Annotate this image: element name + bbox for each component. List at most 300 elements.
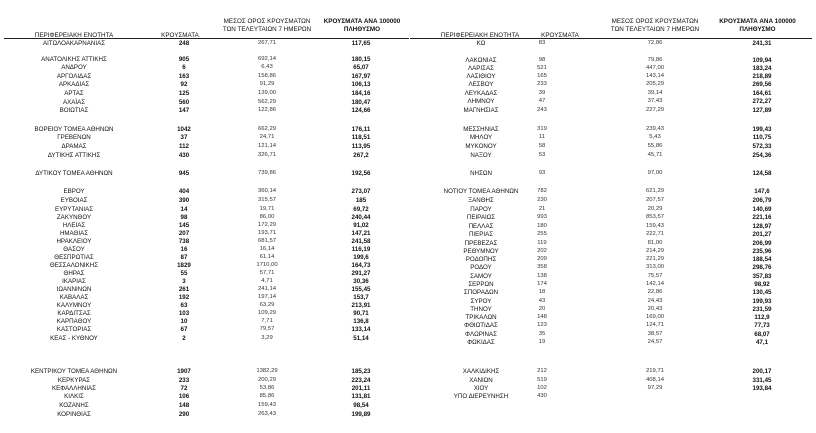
right-cell-per: 77,73 bbox=[754, 322, 770, 329]
right-cell-cases: 93 bbox=[538, 170, 546, 176]
right-cell-per: 128,97 bbox=[752, 223, 772, 230]
left-cell-per: 136,8 bbox=[353, 318, 369, 325]
left-cell-name: ΑΡΤΑΣ bbox=[64, 90, 84, 97]
right-cell-per: 201,27 bbox=[752, 231, 772, 238]
right-cell-name: ΝΗΣΩΝ bbox=[470, 170, 492, 177]
left-cell-avg: 739,86 bbox=[257, 170, 277, 176]
right-cell-per: 188,54 bbox=[752, 256, 772, 263]
left-cell-per: 106,13 bbox=[351, 81, 371, 88]
right-cell-cases: 209 bbox=[537, 256, 547, 262]
left-cell-name: ΔΥΤΙΚΗΣ ΑΤΤΙΚΗΣ bbox=[47, 152, 101, 159]
left-cell-avg: 19,71 bbox=[259, 206, 275, 212]
left-cell-per: 91,02 bbox=[353, 222, 369, 229]
right-cell-name: ΚΩ bbox=[476, 40, 486, 47]
left-cell-cases: 905 bbox=[178, 56, 190, 63]
right-cell-name: ΦΘΙΩΤΙΔΑΣ bbox=[464, 322, 498, 329]
left-cell-avg: 3,29 bbox=[261, 335, 273, 341]
right-cell-name: ΠΙΕΡΙΑΣ bbox=[468, 231, 494, 238]
left-cell-avg: 193,71 bbox=[257, 230, 277, 236]
left-cell-per: 184,16 bbox=[351, 90, 371, 97]
right-cell-avg: 5,43 bbox=[649, 134, 661, 140]
right-cell-avg: 55,86 bbox=[647, 143, 663, 149]
left-cell-cases: 67 bbox=[180, 326, 188, 333]
left-cell-cases: 233 bbox=[178, 377, 190, 384]
left-cell-cases: 1829 bbox=[177, 262, 191, 269]
right-cell-cases: 782 bbox=[537, 188, 547, 194]
right-cell-per: 124,58 bbox=[752, 170, 772, 177]
left-cell-avg: 53,86 bbox=[259, 385, 275, 391]
left-cell-cases: 248 bbox=[178, 40, 190, 47]
right-header-cases: ΚΡΟΥΣΜΑΤΑ bbox=[541, 32, 579, 39]
right-cell-name: ΧΑΝΙΩΝ bbox=[469, 377, 493, 384]
right-cell-name: ΡΟΔΟΥ bbox=[470, 264, 492, 271]
left-cell-per: 153,7 bbox=[353, 294, 369, 301]
right-cell-name: ΣΕΡΡΩΝ bbox=[468, 281, 494, 288]
left-cell-per: 199,89 bbox=[351, 411, 371, 418]
left-cell-avg: 79,57 bbox=[259, 326, 275, 332]
left-cell-avg: 172,29 bbox=[257, 222, 277, 228]
right-cell-cases: 18 bbox=[538, 289, 546, 295]
left-cell-per: 164,73 bbox=[351, 262, 371, 269]
left-cell-cases: 112 bbox=[179, 143, 189, 150]
right-cell-cases: 233 bbox=[537, 81, 547, 87]
right-cell-cases: 358 bbox=[537, 264, 547, 270]
left-cell-per: 98,54 bbox=[353, 402, 369, 409]
right-header-avg-1: ΜΕΣΟΣ ΟΡΟΣ ΚΡΟΥΣΜΑΤΩΝ bbox=[611, 18, 699, 25]
right-cell-per: 331,45 bbox=[752, 377, 772, 384]
left-cell-cases: 6 bbox=[182, 64, 186, 71]
left-cell-avg: 315,57 bbox=[257, 197, 277, 203]
right-cell-avg: 22,86 bbox=[647, 289, 663, 295]
right-cell-cases: 83 bbox=[538, 40, 546, 46]
left-header-per-1: ΚΡΟΥΣΜΑΤΑ ΑΝΑ 100000 bbox=[323, 18, 401, 25]
left-cell-cases: 55 bbox=[180, 270, 188, 277]
right-cell-per: 200,17 bbox=[752, 368, 772, 375]
left-header-avg-2: ΤΩΝ ΤΕΛΕΥΤΑΙΩΝ 7 ΗΜΕΡΩΝ bbox=[222, 26, 312, 33]
left-cell-name: ΕΥΡΥΤΑΝΙΑΣ bbox=[54, 206, 94, 213]
right-cell-cases: 119 bbox=[537, 240, 547, 246]
right-cell-name: ΛΑΚΩΝΙΑΣ bbox=[465, 57, 497, 64]
left-cell-avg: 109,29 bbox=[257, 310, 277, 316]
left-cell-avg: 263,43 bbox=[257, 411, 277, 417]
right-cell-cases: 20 bbox=[538, 306, 546, 312]
left-cell-cases: 98 bbox=[180, 214, 188, 221]
left-cell-per: 90,71 bbox=[353, 310, 369, 317]
left-cell-per: 116,19 bbox=[351, 246, 371, 253]
left-cell-name: ΓΡΕΒΕΝΩΝ bbox=[57, 134, 91, 141]
right-cell-avg: 227,29 bbox=[645, 107, 665, 113]
right-cell-per: 140,69 bbox=[752, 206, 772, 213]
right-cell-per: 164,61 bbox=[752, 90, 772, 97]
right-cell-avg: 313,00 bbox=[645, 264, 665, 270]
right-cell-avg: 124,71 bbox=[645, 322, 665, 328]
left-cell-avg: 85,86 bbox=[259, 393, 275, 399]
left-cell-avg: 121,14 bbox=[257, 143, 277, 149]
left-cell-name: ΚΙΛΚΙΣ bbox=[64, 393, 84, 400]
right-cell-per: 206,99 bbox=[752, 240, 772, 247]
right-cell-avg: 97,00 bbox=[647, 170, 663, 176]
left-cell-avg: 61,14 bbox=[259, 254, 275, 260]
right-cell-avg: 221,29 bbox=[645, 256, 665, 262]
right-cell-per: 68,07 bbox=[754, 331, 770, 338]
left-cell-name: ΚΑΡΠΑΘΟΥ bbox=[56, 318, 92, 325]
right-cell-cases: 174 bbox=[537, 281, 547, 287]
right-cell-per: 298,76 bbox=[752, 264, 772, 271]
right-cell-per: 98,92 bbox=[754, 281, 770, 288]
right-cell-avg: 222,71 bbox=[645, 231, 665, 237]
left-header-region: ΠΕΡΙΦΕΡΕΙΑΚΗ ΕΝΟΤΗΤΑ bbox=[34, 32, 114, 39]
left-cell-cases: 390 bbox=[178, 197, 190, 204]
right-cell-cases: 43 bbox=[538, 298, 546, 304]
right-header-avg-2: ΤΩΝ ΤΕΛΕΥΤΑΙΩΝ 7 ΗΜΕΡΩΝ bbox=[610, 26, 700, 33]
right-cell-cases: 255 bbox=[537, 231, 547, 237]
left-cell-name: ΑΧΑΪΑΣ bbox=[62, 99, 86, 106]
right-cell-avg: 24,43 bbox=[647, 298, 663, 304]
left-cell-avg: 57,71 bbox=[259, 270, 275, 276]
right-cell-cases: 123 bbox=[537, 322, 547, 328]
left-cell-cases: 87 bbox=[180, 254, 188, 261]
left-cell-avg: 63,29 bbox=[259, 302, 275, 308]
right-cell-per: 231,59 bbox=[752, 306, 772, 313]
left-cell-avg: 159,43 bbox=[257, 402, 277, 408]
right-cell-name: ΝΟΤΙΟΥ ΤΟΜΕΑ ΑΘΗΝΩΝ bbox=[443, 188, 519, 195]
left-cell-name: ΘΑΣΟΥ bbox=[63, 246, 85, 253]
left-cell-per: 113,95 bbox=[351, 143, 371, 150]
right-cell-name: ΛΕΥΚΑΔΑΣ bbox=[464, 90, 498, 97]
left-cell-name: ΔΡΑΜΑΣ bbox=[61, 143, 87, 150]
left-cell-avg: 197,14 bbox=[257, 294, 277, 300]
right-cell-avg: 39,14 bbox=[647, 90, 663, 96]
right-cell-name: ΛΕΣΒΟΥ bbox=[468, 81, 494, 88]
left-cell-per: 240,44 bbox=[351, 214, 371, 221]
left-cell-per: 199,6 bbox=[353, 254, 369, 261]
left-cell-name: ΘΗΡΑΣ bbox=[63, 270, 85, 277]
right-cell-cases: 430 bbox=[537, 393, 547, 399]
right-cell-per: 241,31 bbox=[752, 40, 772, 47]
left-cell-name: ΗΛΕΙΑΣ bbox=[62, 222, 86, 229]
right-cell-per: 206,79 bbox=[752, 197, 772, 204]
left-cell-cases: 738 bbox=[178, 238, 190, 245]
left-cell-cases: 163 bbox=[178, 73, 190, 80]
left-cell-per: 124,66 bbox=[351, 107, 371, 114]
left-cell-avg: 24,71 bbox=[259, 134, 275, 140]
left-cell-cases: 192 bbox=[178, 294, 190, 301]
left-cell-cases: 261 bbox=[178, 286, 190, 293]
right-cell-avg: 239,43 bbox=[645, 126, 665, 132]
right-cell-per: 193,84 bbox=[752, 385, 772, 392]
left-cell-per: 51,14 bbox=[353, 335, 369, 342]
right-cell-name: ΧΑΛΚΙΔΙΚΗΣ bbox=[462, 368, 500, 375]
right-cell-avg: 447,00 bbox=[645, 65, 665, 71]
left-cell-avg: 692,14 bbox=[257, 56, 277, 62]
left-cell-cases: 148 bbox=[178, 402, 190, 409]
right-cell-cases: 993 bbox=[537, 214, 547, 220]
left-cell-cases: 207 bbox=[178, 230, 190, 237]
right-cell-per: 183,24 bbox=[752, 65, 772, 72]
left-header-avg-1: ΜΕΣΟΣ ΟΡΟΣ ΚΡΟΥΣΜΑΤΩΝ bbox=[223, 18, 311, 25]
left-cell-per: 69,72 bbox=[353, 206, 369, 213]
right-cell-avg: 38,57 bbox=[647, 331, 663, 337]
left-cell-cases: 106 bbox=[178, 393, 190, 400]
right-cell-per: 218,89 bbox=[752, 73, 772, 80]
left-cell-cases: 2 bbox=[182, 335, 186, 342]
right-cell-cases: 165 bbox=[537, 73, 547, 79]
right-cell-avg: 97,29 bbox=[647, 385, 663, 391]
left-cell-cases: 10 bbox=[180, 318, 188, 325]
left-cell-per: 291,27 bbox=[351, 270, 371, 277]
left-cell-per: 241,58 bbox=[351, 238, 371, 245]
left-cell-name: ΑΙΤΩΛΟΑΚΑΡΝΑΝΙΑΣ bbox=[42, 40, 106, 47]
right-cell-name: ΤΡΙΚΑΛΩΝ bbox=[465, 314, 497, 321]
right-cell-cases: 11 bbox=[538, 134, 546, 140]
left-cell-cases: 145 bbox=[178, 222, 190, 229]
left-header-per-2: ΠΛΗΘΥΣΜΟ bbox=[343, 26, 381, 33]
right-cell-avg: 159,43 bbox=[645, 223, 665, 229]
left-cell-name: ΚΟΡΙΝΘΙΑΣ bbox=[57, 411, 91, 418]
right-cell-per: 357,83 bbox=[752, 273, 772, 280]
left-cell-name: ΚΑΣΤΟΡΙΑΣ bbox=[56, 326, 92, 333]
left-cell-cases: 92 bbox=[180, 81, 188, 88]
right-cell-per: 127,89 bbox=[752, 107, 772, 114]
right-cell-per: 109,94 bbox=[752, 57, 772, 64]
left-cell-name: ΚΑΡΔΙΤΣΑΣ bbox=[57, 310, 91, 317]
right-cell-per: 110,75 bbox=[752, 134, 772, 141]
right-cell-cases: 521 bbox=[537, 65, 547, 71]
right-cell-avg: 214,29 bbox=[645, 248, 665, 254]
right-cell-cases: 519 bbox=[537, 377, 547, 383]
right-cell-cases: 47 bbox=[538, 98, 546, 104]
left-cell-avg: 241,14 bbox=[257, 286, 277, 292]
right-cell-avg: 45,71 bbox=[647, 152, 663, 158]
left-cell-name: ΖΑΚΥΝΘΟΥ bbox=[56, 214, 92, 221]
right-cell-per: 221,16 bbox=[752, 214, 772, 221]
left-cell-avg: 681,57 bbox=[257, 238, 277, 244]
left-cell-per: 223,24 bbox=[351, 377, 371, 384]
left-cell-per: 192,56 bbox=[351, 170, 371, 177]
left-cell-per: 201,11 bbox=[351, 385, 371, 392]
left-cell-per: 133,14 bbox=[351, 326, 371, 333]
left-cell-name: ΔΥΤΙΚΟΥ ΤΟΜΕΑ ΑΘΗΝΩΝ bbox=[35, 170, 113, 177]
left-cell-per: 118,51 bbox=[351, 134, 371, 141]
right-cell-cases: 243 bbox=[537, 107, 547, 113]
right-cell-avg: 219,71 bbox=[645, 368, 665, 374]
left-cell-name: ΚΟΖΑΝΗΣ bbox=[59, 402, 89, 409]
right-cell-avg: 621,29 bbox=[645, 188, 665, 194]
left-cell-avg: 360,14 bbox=[257, 188, 277, 194]
right-cell-cases: 102 bbox=[537, 385, 547, 391]
right-cell-per: 130,45 bbox=[752, 289, 772, 296]
right-cell-avg: 79,86 bbox=[647, 57, 663, 63]
right-cell-per: 572,33 bbox=[752, 143, 772, 150]
right-cell-name: ΠΕΛΛΑΣ bbox=[468, 223, 494, 230]
right-cell-cases: 58 bbox=[538, 143, 546, 149]
left-cell-cases: 72 bbox=[180, 385, 188, 392]
right-cell-name: ΥΠΟ ΔΙΕΡΕΥΝΗΣΗ bbox=[453, 393, 509, 400]
right-cell-cases: 212 bbox=[537, 368, 547, 374]
left-cell-name: ΕΒΡΟΥ bbox=[63, 188, 85, 195]
left-cell-name: ΙΩΑΝΝΙΝΩΝ bbox=[56, 286, 92, 293]
left-cell-name: ΑΡΚΑΔΙΑΣ bbox=[58, 81, 90, 88]
left-cell-per: 147,21 bbox=[351, 230, 371, 237]
left-cell-avg: 1382,29 bbox=[256, 368, 278, 374]
left-cell-name: ΕΥΒΟΙΑΣ bbox=[60, 197, 88, 204]
right-header-per-1: ΚΡΟΥΣΜΑΤΑ ΑΝΑ 100000 bbox=[719, 18, 796, 25]
right-cell-name: ΣΑΜΟΥ bbox=[470, 273, 492, 280]
left-cell-per: 180,15 bbox=[351, 56, 371, 63]
right-cell-per: 47,1 bbox=[755, 339, 769, 346]
right-cell-per: 147,6 bbox=[754, 188, 770, 195]
right-cell-per: 272,27 bbox=[752, 98, 772, 105]
right-cell-avg: 72,86 bbox=[647, 40, 663, 46]
left-cell-avg: 6,43 bbox=[261, 64, 273, 70]
left-cell-per: 185,23 bbox=[351, 368, 371, 375]
left-cell-name: ΒΟΡΕΙΟΥ ΤΟΜΕΑ ΑΘΗΝΩΝ bbox=[34, 126, 114, 133]
right-cell-cases: 19 bbox=[538, 339, 546, 345]
left-cell-cases: 37 bbox=[180, 134, 188, 141]
left-cell-avg: 4,71 bbox=[261, 278, 273, 284]
left-cell-per: 176,11 bbox=[351, 126, 371, 133]
right-cell-name: ΠΡΕΒΕΖΑΣ bbox=[464, 240, 498, 247]
right-cell-name: ΜΑΓΝΗΣΙΑΣ bbox=[463, 107, 499, 114]
right-cell-avg: 853,57 bbox=[645, 214, 665, 220]
right-cell-name: ΠΑΡΟΥ bbox=[470, 206, 492, 213]
right-cell-cases: 202 bbox=[537, 248, 547, 254]
left-cell-avg: 158,86 bbox=[257, 73, 277, 79]
left-cell-cases: 125 bbox=[178, 90, 190, 97]
right-cell-avg: 81,00 bbox=[647, 240, 663, 246]
right-cell-name: ΤΗΝΟΥ bbox=[470, 306, 492, 313]
left-cell-per: 131,81 bbox=[351, 393, 371, 400]
right-cell-per: 112,9 bbox=[754, 314, 770, 321]
left-cell-cases: 430 bbox=[178, 152, 190, 159]
left-cell-avg: 267,71 bbox=[257, 40, 277, 46]
right-cell-name: ΦΩΚΙΔΑΣ bbox=[467, 339, 495, 346]
left-cell-name: ΗΜΑΘΙΑΣ bbox=[59, 230, 89, 237]
left-cell-name: ΑΡΓΟΛΙΔΑΣ bbox=[56, 73, 92, 80]
left-cell-cases: 290 bbox=[178, 411, 190, 418]
right-cell-avg: 24,57 bbox=[647, 339, 663, 345]
right-cell-per: 199,43 bbox=[752, 126, 772, 133]
left-cell-per: 30,36 bbox=[353, 278, 369, 285]
right-cell-name: ΛΑΣΙΘΙΟΥ bbox=[466, 73, 496, 80]
left-cell-name: ΚΑΒΑΛΑΣ bbox=[59, 294, 89, 301]
right-cell-name: ΛΗΜΝΟΥ bbox=[467, 98, 495, 105]
right-cell-avg: 143,14 bbox=[645, 73, 665, 79]
right-cell-cases: 138 bbox=[537, 273, 547, 279]
right-cell-name: ΡΕΘΥΜΝΟΥ bbox=[463, 248, 499, 255]
left-cell-avg: 91,29 bbox=[259, 81, 275, 87]
right-cell-avg: 205,29 bbox=[645, 81, 665, 87]
right-cell-name: ΠΕΙΡΑΙΩΣ bbox=[466, 214, 496, 221]
left-cell-per: 180,47 bbox=[351, 99, 371, 106]
left-header-rule bbox=[4, 38, 409, 39]
left-cell-name: ΑΝΑΤΟΛΙΚΗΣ ΑΤΤΙΚΗΣ bbox=[41, 56, 107, 63]
right-cell-avg: 142,14 bbox=[645, 281, 665, 287]
left-cell-cases: 1907 bbox=[177, 368, 191, 375]
left-cell-name: ΘΕΣΠΡΩΤΙΑΣ bbox=[54, 254, 94, 261]
left-cell-per: 117,65 bbox=[351, 40, 371, 47]
left-cell-per: 273,07 bbox=[351, 188, 371, 195]
right-cell-avg: 207,57 bbox=[645, 197, 665, 203]
left-cell-name: ΑΝΔΡΟΥ bbox=[61, 64, 87, 71]
left-cell-cases: 16 bbox=[180, 246, 188, 253]
right-cell-name: ΣΥΡΟΥ bbox=[470, 298, 492, 305]
right-cell-name: ΦΛΩΡΙΝΑΣ bbox=[465, 331, 497, 338]
right-cell-avg: 37,43 bbox=[647, 98, 663, 104]
left-header-cases: ΚΡΟΥΣΜΑΤΑ bbox=[161, 32, 199, 39]
left-cell-name: ΚΑΛΥΜΝΟΥ bbox=[56, 302, 92, 309]
left-cell-per: 213,91 bbox=[351, 302, 371, 309]
right-cell-avg: 20,29 bbox=[647, 206, 663, 212]
right-cell-cases: 53 bbox=[538, 152, 546, 158]
left-cell-avg: 7,71 bbox=[261, 318, 273, 324]
left-cell-name: ΘΕΣΣΑΛΟΝΙΚΗΣ bbox=[49, 262, 99, 269]
left-cell-avg: 139,00 bbox=[257, 90, 277, 96]
right-cell-cases: 319 bbox=[537, 126, 547, 132]
left-cell-name: ΚΕΝΤΡΙΚΟΥ ΤΟΜΕΑ ΑΘΗΝΩΝ bbox=[30, 368, 118, 375]
right-cell-avg: 169,00 bbox=[645, 314, 665, 320]
right-cell-per: 199,93 bbox=[752, 298, 772, 305]
left-cell-avg: 16,14 bbox=[259, 246, 275, 252]
right-cell-cases: 39 bbox=[538, 90, 546, 96]
left-cell-avg: 662,29 bbox=[257, 126, 277, 132]
right-cell-per: 269,56 bbox=[752, 81, 772, 88]
left-cell-avg: 326,71 bbox=[257, 152, 277, 158]
left-cell-cases: 147 bbox=[178, 107, 190, 114]
right-cell-cases: 180 bbox=[537, 223, 547, 229]
left-cell-avg: 1710,00 bbox=[256, 262, 278, 268]
left-cell-cases: 3 bbox=[182, 278, 186, 285]
left-cell-per: 155,45 bbox=[351, 286, 371, 293]
right-cell-cases: 98 bbox=[538, 57, 546, 63]
right-cell-name: ΜΗΛΟΥ bbox=[469, 134, 493, 141]
right-cell-name: ΝΑΞΟΥ bbox=[470, 152, 492, 159]
right-cell-cases: 21 bbox=[538, 206, 546, 212]
left-cell-per: 267,2 bbox=[353, 152, 369, 159]
left-cell-name: ΙΚΑΡΙΑΣ bbox=[62, 278, 86, 285]
left-cell-per: 185 bbox=[355, 197, 367, 204]
left-cell-cases: 103 bbox=[178, 310, 190, 317]
left-cell-avg: 562,29 bbox=[257, 99, 277, 105]
right-cell-name: ΛΑΡΙΣΑΣ bbox=[468, 65, 494, 72]
left-cell-name: ΗΡΑΚΛΕΙΟΥ bbox=[56, 238, 92, 245]
left-cell-cases: 14 bbox=[180, 206, 188, 213]
right-cell-avg: 20,43 bbox=[647, 306, 663, 312]
right-cell-name: ΜΕΣΣΗΝΙΑΣ bbox=[463, 126, 499, 133]
left-cell-name: ΚΕΑΣ - ΚΥΘΝΟΥ bbox=[50, 335, 98, 342]
right-cell-cases: 230 bbox=[537, 197, 547, 203]
left-cell-name: ΒΟΙΩΤΙΑΣ bbox=[59, 107, 89, 114]
right-cell-avg: 408,14 bbox=[645, 377, 665, 383]
left-cell-cases: 63 bbox=[180, 302, 188, 309]
right-cell-name: ΡΟΔΟΠΗΣ bbox=[465, 256, 497, 263]
right-cell-name: ΣΠΟΡΑΔΩΝ bbox=[463, 289, 499, 296]
right-header-rule bbox=[410, 38, 812, 39]
right-cell-cases: 35 bbox=[538, 331, 546, 337]
right-cell-name: ΧΙΟΥ bbox=[473, 385, 489, 392]
right-cell-name: ΞΑΝΘΗΣ bbox=[468, 197, 494, 204]
right-header-per-2: ΠΛΗΘΥΣΜΟ bbox=[739, 26, 776, 33]
left-cell-name: ΚΕΡΚΥΡΑΣ bbox=[57, 377, 91, 384]
left-cell-avg: 200,29 bbox=[257, 377, 277, 383]
left-cell-avg: 122,86 bbox=[257, 107, 277, 113]
left-cell-name: ΚΕΦΑΛΛΗΝΙΑΣ bbox=[51, 385, 96, 392]
left-cell-cases: 560 bbox=[178, 99, 190, 106]
right-cell-per: 254,36 bbox=[752, 152, 772, 159]
left-cell-cases: 945 bbox=[178, 170, 190, 177]
left-cell-per: 65,07 bbox=[353, 64, 369, 71]
right-cell-avg: 75,57 bbox=[647, 273, 663, 279]
